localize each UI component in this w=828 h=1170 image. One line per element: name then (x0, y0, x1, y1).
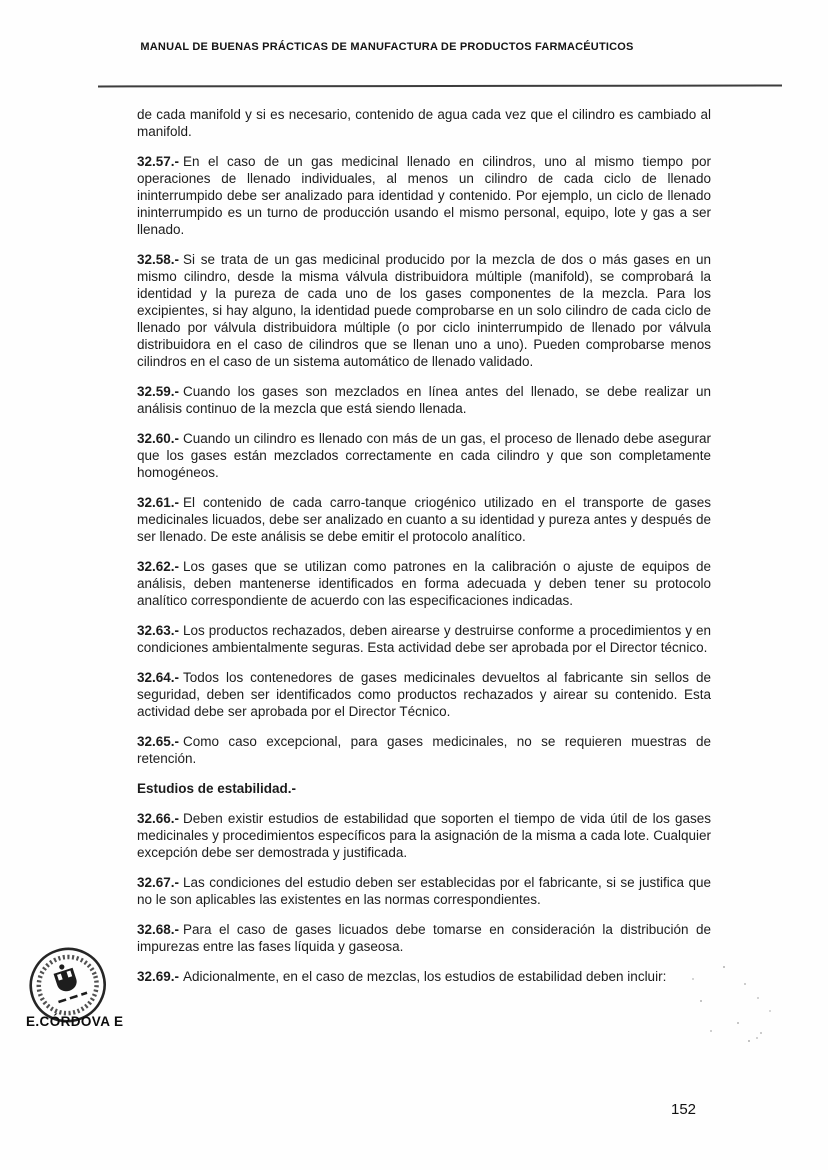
paragraph-number: 32.67.- (137, 875, 180, 890)
paragraph-text: En el caso de un gas medicinal llenado en cilindros, uno al mismo tiempo por operaciones de llenado individuales, al menos un cilindro de cada ciclo de llenado ininterrumpido debe ser analizado para identidad y contenido. Por ejemplo, un ciclo de llenado ininterrumpido es un turno de producción usando el mismo personal, equipo, lote y gas a ser llenado. (137, 154, 711, 237)
page-number: 152 (671, 1101, 697, 1118)
paragraph-text: Si se trata de un gas medicinal producido por la mezcla de dos o más gases en un mismo cilindro, desde la misma válvula distribuidora múltiple (manifold), se comprobará la identidad y la pureza de cada uno de los gases componentes de la mezcla. Para los excipientes, si hay alguno, la identidad puede comprobarse en un solo cilindro de cada ciclo de llenado por válvula distribuidora múltiple (o por ciclo ininterrumpido de llenado por válvula distribuidora en el caso de cilindros que se llenan uno a uno). Pueden comprobarse menos cilindros en el caso de un sistema automático de llenado validado. (137, 252, 711, 369)
page-header-title: MANUAL DE BUENAS PRÁCTICAS DE MANUFACTURA DE PRODUCTOS FARMACÉUTICOS (140, 41, 634, 53)
paragraph-continuation (137, 106, 711, 140)
paragraph-text: Cuando un cilindro es llenado con más de un gas, el proceso de llenado debe asegurar que los gases están mezclados correctamente en cada cilindro y que son completamente homogéneos. (137, 431, 711, 480)
scan-noise-specks (723, 966, 725, 968)
paragraph-number: 32.57.- (137, 154, 180, 169)
paragraph-32-57 (137, 153, 711, 238)
paragraph-text: Deben existir estudios de estabilidad que soporten el tiempo de vida útil de los gases medicinales y procedimientos específicos para la asignación de la misma a cada lote. Cualquier excepción debe ser demostrada y justificada. (137, 811, 711, 860)
paragraph-text: Cuando los gases son mezclados en línea antes del llenado, se debe realizar un análisis continuo de la mezcla que está siendo llenada. (137, 384, 711, 416)
paragraph-text: Los gases que se utilizan como patrones en la calibración o ajuste de equipos de análisis, deben mantenerse identificados en forma adecuada y deben tener su protocolo analítico correspondiente de acuerdo con las especificaciones indicadas. (137, 559, 711, 608)
paragraph-32-67 (137, 874, 711, 908)
paragraph-number: 32.65.- (137, 734, 180, 749)
paragraph-text: Para el caso de gases licuados debe tomarse en consideración la distribución de impurezas entre las fases líquida y gaseosa. (137, 922, 711, 954)
paragraph-number: 32.58.- (137, 252, 180, 267)
paragraph-32-58 (137, 251, 711, 370)
header-divider (98, 85, 782, 88)
paragraph-number: 32.64.- (137, 670, 180, 685)
paragraph-number: 32.61.- (137, 495, 180, 510)
paragraph-number: 32.66.- (137, 811, 180, 826)
paragraph-32-64 (137, 669, 711, 720)
paragraph-32-63 (137, 622, 711, 656)
paragraph-text: Adicionalmente, en el caso de mezclas, los estudios de estabilidad deben incluir: (183, 969, 667, 984)
seal-signature-label: E.CÓRDOVA E (26, 1014, 124, 1029)
paragraph-32-68 (137, 921, 711, 955)
paragraph-text: El contenido de cada carro-tanque criogénico utilizado en el transporte de gases medicinales licuados, debe ser analizado en cuanto a su identidad y pureza antes y después de ser llenado. De este análisis se debe emitir el protocolo analítico. (137, 495, 711, 544)
paragraph-text: Como caso excepcional, para gases medicinales, no se requieren muestras de retención. (137, 734, 711, 766)
paragraph-text: Los productos rechazados, deben airearse y destruirse conforme a procedimientos y en condiciones ambientalmente seguras. Esta actividad debe ser aprobada por el Director técnico. (137, 623, 711, 655)
paragraph-number: 32.60.- (137, 431, 180, 446)
paragraph-text: Las condiciones del estudio deben ser establecidas por el fabricante, si se justifica que no le son aplicables las existentes en las normas correspondientes. (137, 875, 711, 907)
paragraph-32-66 (137, 810, 711, 861)
paragraph-32-65 (137, 733, 711, 767)
paragraph-number: 32.59.- (137, 384, 180, 399)
paragraph-text: de cada manifold y si es necesario, contenido de agua cada vez que el cilindro es cambiado al manifold. (137, 107, 711, 139)
paragraph-32-61 (137, 494, 711, 545)
paragraph-number: 32.68.- (137, 922, 180, 937)
paragraph-32-59 (137, 383, 711, 417)
paragraph-number: 32.63.- (137, 623, 180, 638)
paragraph-32-62 (137, 558, 711, 609)
paragraph-32-60 (137, 430, 711, 481)
paragraph-text: Todos los contenedores de gases medicinales devueltos al fabricante sin sellos de seguridad, deben ser identificados como productos rechazados y airear su contenido. Esta actividad debe ser aprobada por el Director Técnico. (137, 670, 711, 719)
paragraph-number: 32.69.- (137, 969, 180, 984)
body-text-block (137, 106, 711, 998)
section-heading-estudios-de-estabilidad: Estudios de estabilidad.- (137, 781, 297, 796)
paragraph-number: 32.62.- (137, 559, 180, 574)
paragraph-32-69 (137, 968, 711, 985)
